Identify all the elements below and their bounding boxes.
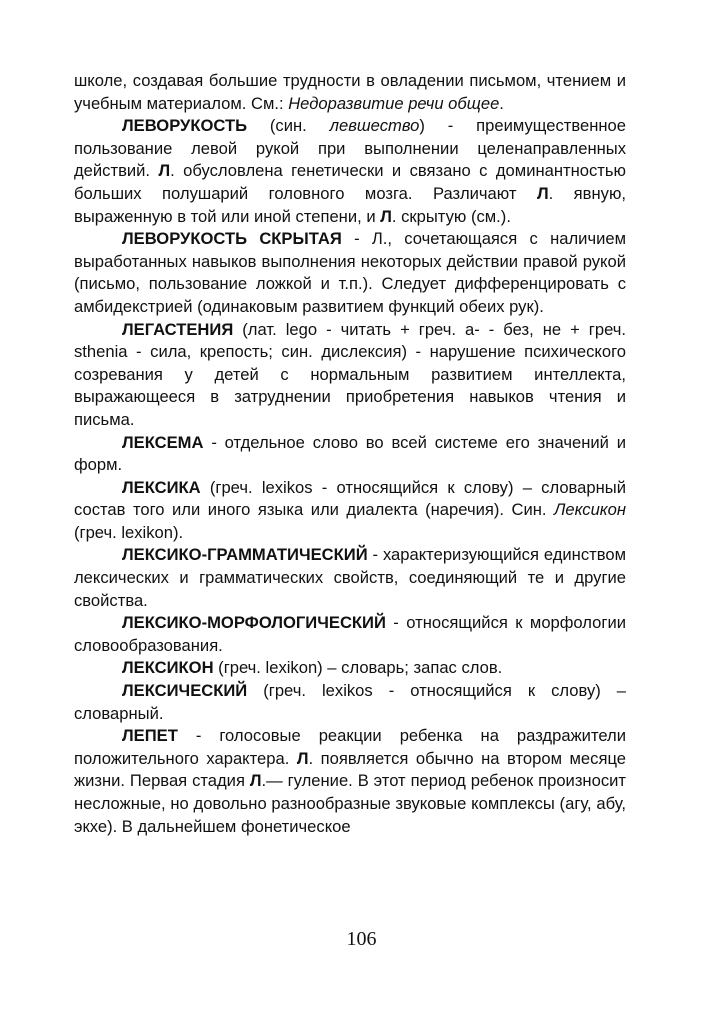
entry-leksema xyxy=(74,432,626,477)
entry-text: (син. xyxy=(247,116,330,136)
entry-text: - характеризующийся единством лексических и грамматических свойств, соединяющий те и другие свойства. xyxy=(74,545,626,610)
entry-text: . обусловлена генетически и связано с доминантностью больших полушарий головного мозга. Различают xyxy=(74,161,627,203)
entry-levorukost-skrytaya xyxy=(74,228,626,318)
entry-text: (греч. lexikos - относящийся к слову) – словарный. xyxy=(74,681,626,723)
entry-term: ЛЕКСИЧЕСКИЙ xyxy=(122,681,248,701)
continuation-end: . xyxy=(499,93,504,113)
entry-term: ЛЕКСИКОН xyxy=(122,658,214,678)
entry-synonym: Лексикон xyxy=(554,500,626,520)
continuation-text: школе, создавая большие трудности в овладении письмом, чтением и учебным материалом. См.: xyxy=(74,71,626,113)
entry-text: . скрытую (см.). xyxy=(391,206,511,226)
entry-abbr: Л xyxy=(158,161,171,181)
dictionary-text xyxy=(74,70,626,838)
entry-text: - отдельное слово во всей системе его значений и форм. xyxy=(74,432,626,475)
entry-leksikon xyxy=(74,657,626,680)
entry-text: (греч. lexikon). xyxy=(74,522,184,542)
cross-reference: Недоразвитие речи общее xyxy=(288,93,500,113)
entry-levorukost xyxy=(74,115,626,228)
entry-text: ) - преимущественное пользование левой рукой при выполнении целенаправленных действий. xyxy=(74,116,626,181)
entry-term: ЛЕВОРУКОСТЬ xyxy=(122,116,248,136)
entry-text: (греч. lexikon) – словарь; запас слов. xyxy=(213,658,503,678)
entry-leksiko-grammaticheskiy xyxy=(74,544,626,612)
entry-continuation xyxy=(74,70,626,115)
entry-text: - Л., сочетающаяся с наличием выработанных навыков выполнения некоторых действии правой рукой (письмо, пользование ложкой и т.п.). Следует дифференцировать с амбидекстрией (одинаковым развитием функций обеих рук). xyxy=(74,229,626,316)
entry-term: ЛЕКСЕМА xyxy=(122,432,204,452)
entry-abbr: Л xyxy=(296,748,309,768)
entry-text: . появляется обычно на втором месяце жизни. Первая стадия xyxy=(74,748,626,791)
entry-term: ЛЕКСИКА xyxy=(122,477,201,497)
entry-abbr: Л xyxy=(249,771,262,791)
entry-term: ЛЕГАСТЕНИЯ xyxy=(122,319,234,339)
entry-legastenia xyxy=(74,319,626,432)
entry-abbr: Л xyxy=(380,206,392,226)
entry-leksika xyxy=(74,477,626,545)
entry-leksiko-morfologicheskiy xyxy=(74,612,626,657)
entry-lepet xyxy=(74,725,626,838)
entry-term: ЛЕПЕТ xyxy=(122,726,178,746)
entry-text: (лат. lego - читать + греч. а- - без, не + греч. sthenia - сила, крепость; син. дислексия) - нарушение психического созревания у детей с нормальным развитием интеллекта, выражающееся в затруднении приобретения навыков чтения и письма. xyxy=(74,319,626,429)
entry-text: - относящийся к морфологии словообразования. xyxy=(74,613,626,655)
entry-text: . явную, выраженную в той или иной степени, и xyxy=(74,183,626,226)
page-number: 106 xyxy=(346,928,377,950)
entry-term: ЛЕКСИКО-ГРАММАТИЧЕСКИЙ xyxy=(122,545,368,565)
entry-term: ЛЕВОРУКОСТЬ СКРЫТАЯ xyxy=(122,229,342,249)
entry-leksicheskiy xyxy=(74,680,626,725)
entry-synonym: левшество xyxy=(329,116,420,136)
entry-abbr: Л xyxy=(536,183,549,203)
entry-text: (греч. lexikos - относящийся к слову) – словарный состав того или иного языка или диалекта (наречия). Син. xyxy=(74,477,626,520)
entry-text: - голосовые реакции ребенка на раздражители положительного характера. xyxy=(74,726,626,768)
entry-text: .— гуление. В этот период ребенок произносит несложные, но довольно разнообразные звуковые комплексы (агу, абу, экхе). В дальнейшем фонетическое xyxy=(74,771,626,836)
entry-term: ЛЕКСИКО-МОРФОЛОГИЧЕСКИЙ xyxy=(122,613,386,633)
